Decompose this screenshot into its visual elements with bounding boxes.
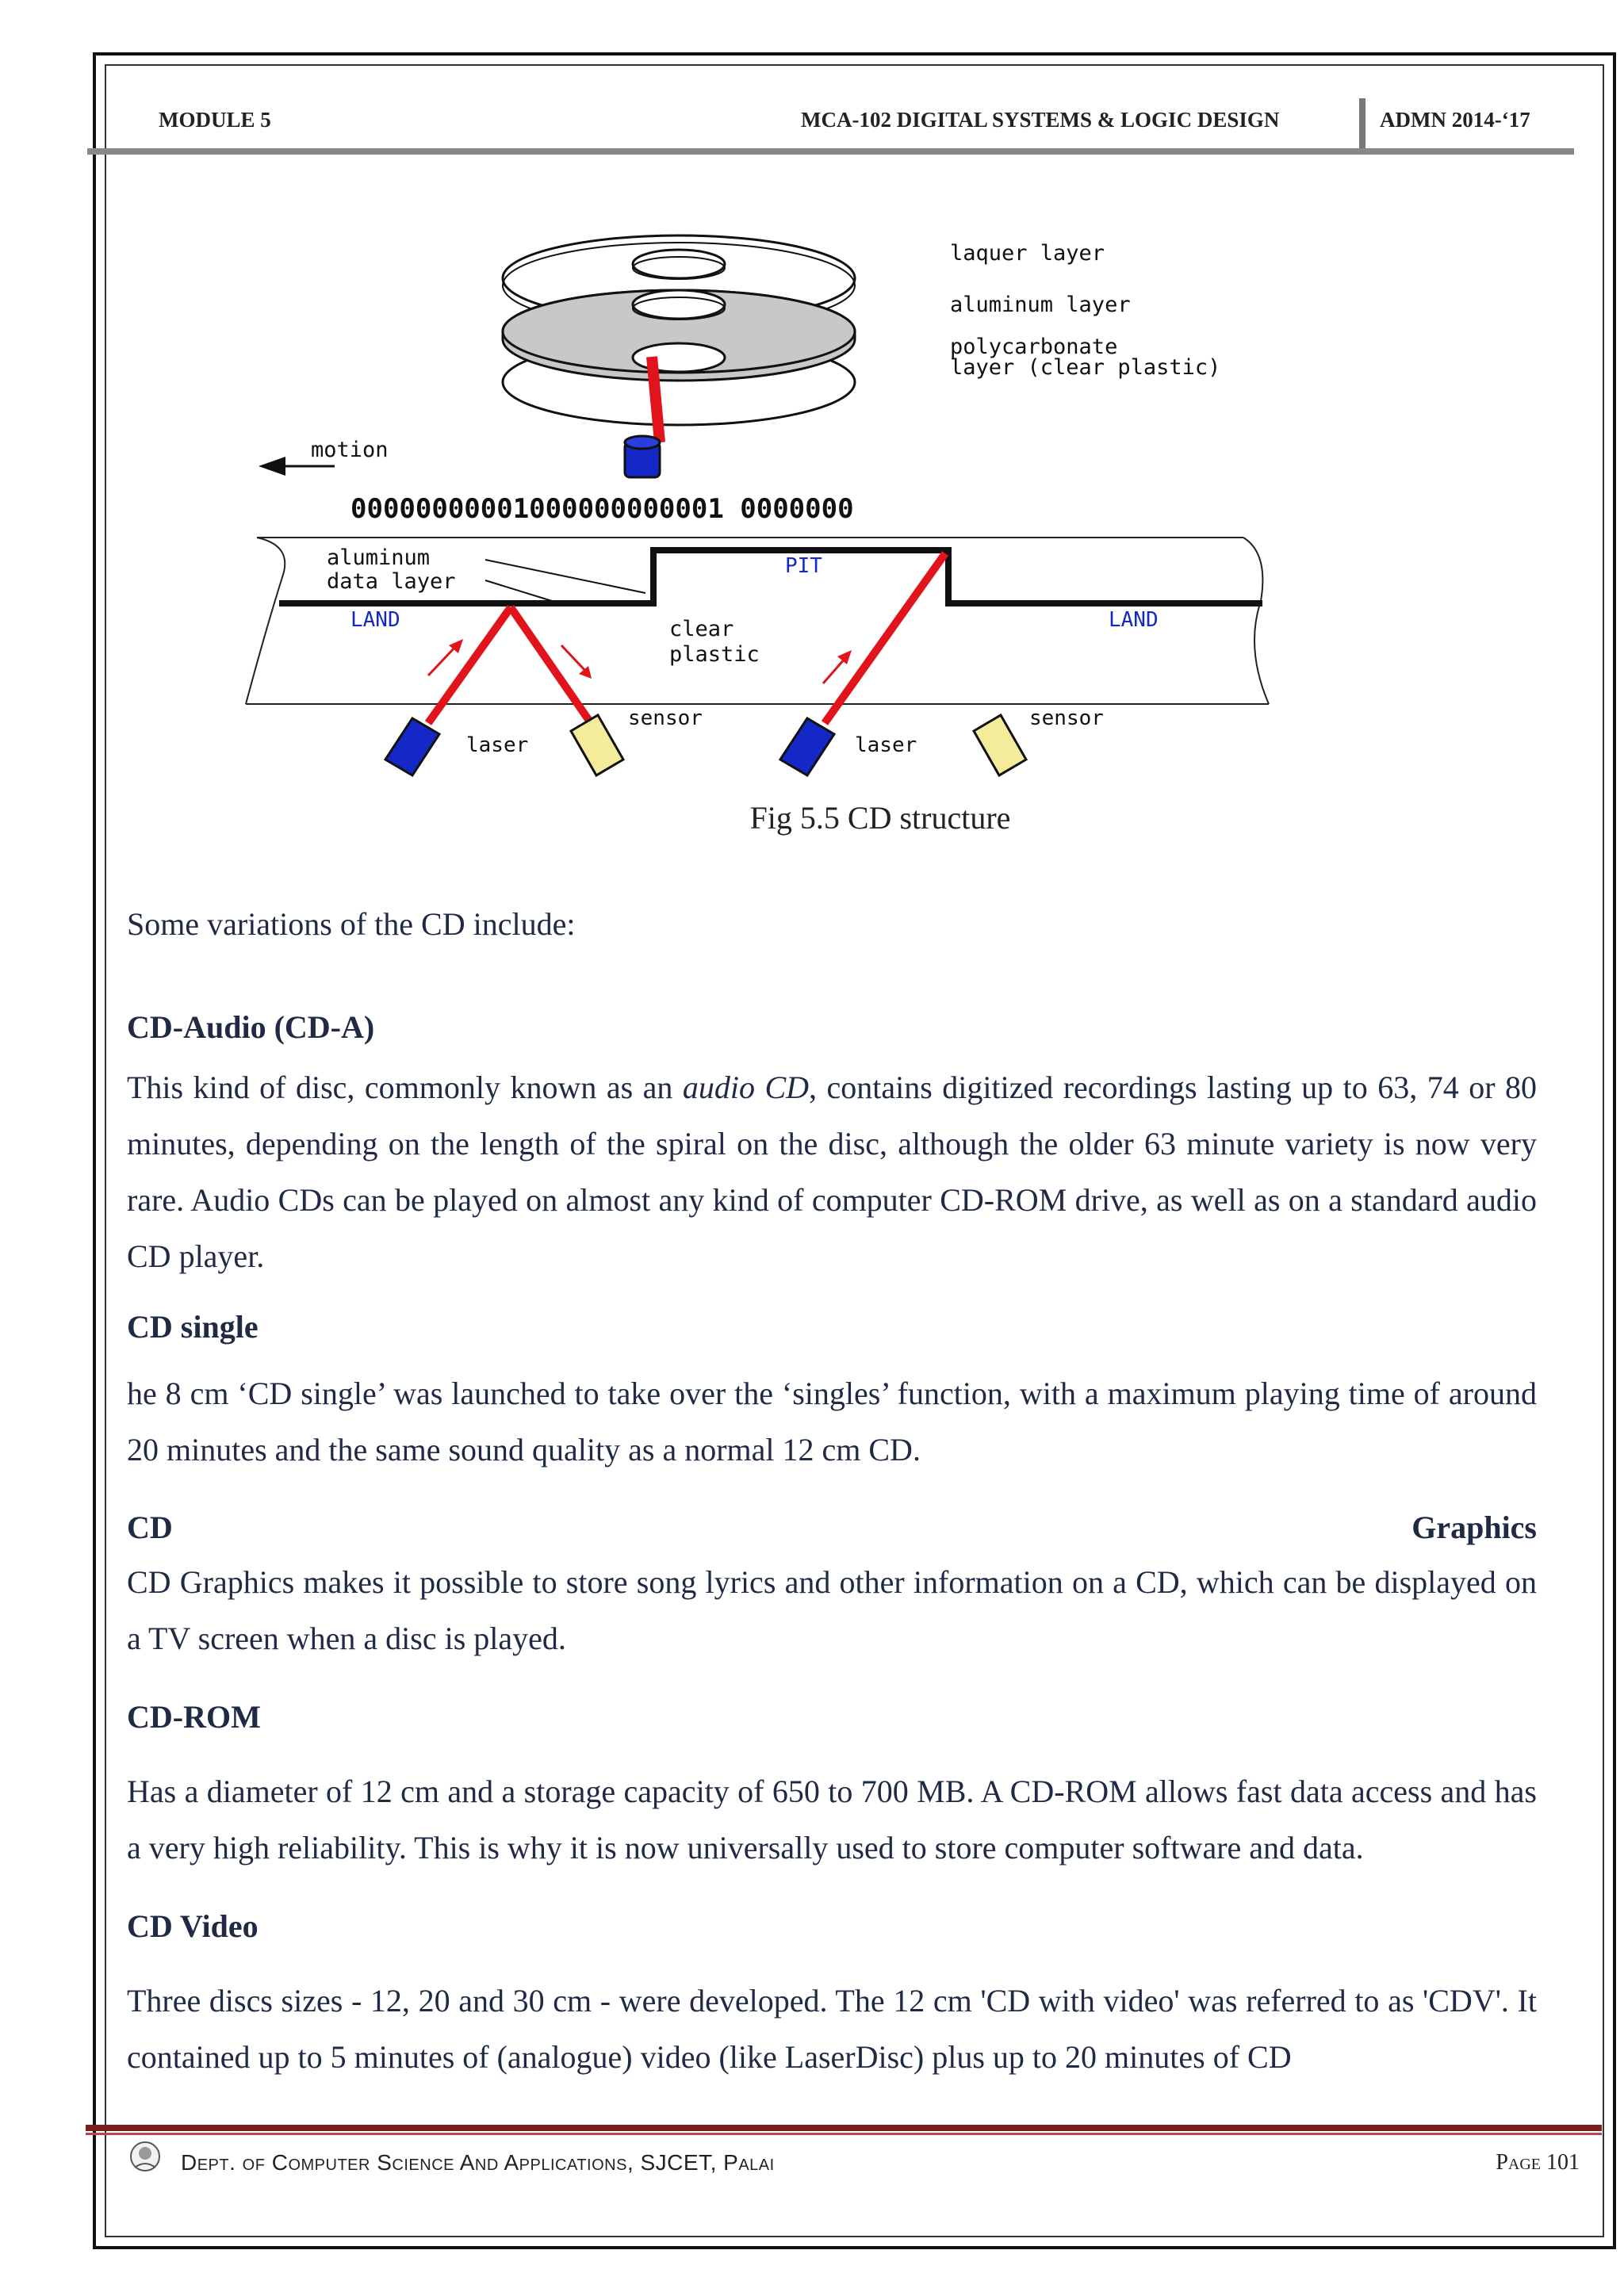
body-cd-video: Three discs sizes - 12, 20 and 30 cm - were developed. The 12 cm 'CD with video' was referred to as 'CDV'. It contained up to 5 minutes of (analogue) video (like LaserDisc) plus up to 20 minutes of CD <box>127 1983 1537 2075</box>
label-laser-2: laser <box>855 733 917 757</box>
label-laquer: laquer layer <box>950 241 1105 266</box>
label-aluminum: aluminum layer <box>950 293 1131 317</box>
label-data2: data layer <box>327 569 456 594</box>
footer-page-number: Page 101 <box>1496 2150 1580 2175</box>
footer-dept: Dept. of Computer Science And Applications, SJCET, Palai <box>181 2150 775 2175</box>
header-rule <box>87 148 1574 155</box>
sensor-1 <box>571 715 623 775</box>
heading-cd-graphics-right: Graphics <box>1411 1510 1537 1545</box>
footer-rule-accent <box>86 2133 1602 2135</box>
label-plastic: plastic <box>669 642 760 667</box>
label-poly1: polycarbonate <box>950 335 1118 359</box>
body-cd-audio-post: , contains digitized recordings lasting up to 63, 74 or 80 minutes, depending on the length of the spiral on the disc, although the older 63 minute variety is now very rare. Audio CDs can be played on almost any kind of computer CD-ROM drive, as well as on a standard audio CD player. <box>127 1070 1537 1274</box>
disc-stack <box>503 235 855 425</box>
label-land-right: LAND <box>1109 608 1159 632</box>
header-divider <box>1359 98 1365 151</box>
header-course: MCA-102 DIGITAL SYSTEMS & LOGIC DESIGN <box>801 108 1280 132</box>
body-cd-audio <box>127 1059 1537 1284</box>
label-data1: aluminum <box>327 545 431 570</box>
land-beams <box>428 607 596 731</box>
laser-1 <box>385 718 439 775</box>
figure-caption: Fig 5.5 CD structure <box>749 800 1011 836</box>
label-sensor-1: sensor <box>628 706 703 730</box>
cd-structure-figure <box>238 205 1300 791</box>
heading-cd-audio: CD-Audio (CD-A) <box>127 1009 375 1045</box>
sensor-2 <box>974 715 1026 775</box>
heading-cd-graphics <box>127 1509 1537 1546</box>
label-motion: motion <box>311 438 389 462</box>
label-laser-1: laser <box>466 733 529 757</box>
body-cd-single: he 8 cm ‘CD single’ was launched to take over the ‘singles’ function, with a maximum playing time of around 20 minutes and the same sound quality as a normal 12 cm CD. <box>127 1376 1537 1468</box>
reader-laser <box>625 436 660 477</box>
bit-sequence: 00000000001000000000001 0000000 <box>350 493 854 525</box>
footer-rule <box>86 2125 1602 2131</box>
label-land-left: LAND <box>350 608 400 632</box>
laser-2 <box>780 718 834 775</box>
body-cd-audio-em: audio CD <box>682 1070 810 1105</box>
pit-beams <box>823 553 945 723</box>
heading-cd-single: CD single <box>127 1309 259 1345</box>
intro-text: Some variations of the CD include: <box>127 906 576 942</box>
label-poly2: layer (clear plastic) <box>950 355 1221 380</box>
heading-cd-video: CD Video <box>127 1908 259 1944</box>
heading-cd-rom: CD-ROM <box>127 1699 261 1735</box>
header-admn: ADMN 2014-‘17 <box>1380 108 1530 132</box>
college-logo-icon <box>127 2139 163 2174</box>
heading-cd-graphics-left: CD <box>127 1510 173 1545</box>
body-cd-audio-pre: This kind of disc, commonly known as an <box>127 1070 683 1105</box>
reader-beam <box>652 357 660 442</box>
body-cd-rom: Has a diameter of 12 cm and a storage capacity of 650 to 700 MB. A CD-ROM allows fast data access and has a very high reliability. This is why it is now universally used to store computer software and data. <box>127 1774 1537 1866</box>
label-sensor-2: sensor <box>1029 706 1104 730</box>
label-clear: clear <box>669 617 734 641</box>
header-module: MODULE 5 <box>159 108 271 132</box>
body-cd-graphics: CD Graphics makes it possible to store song lyrics and other information on a CD, which can be displayed on a TV screen when a disc is played. <box>127 1564 1537 1656</box>
label-pit: PIT <box>785 554 822 578</box>
